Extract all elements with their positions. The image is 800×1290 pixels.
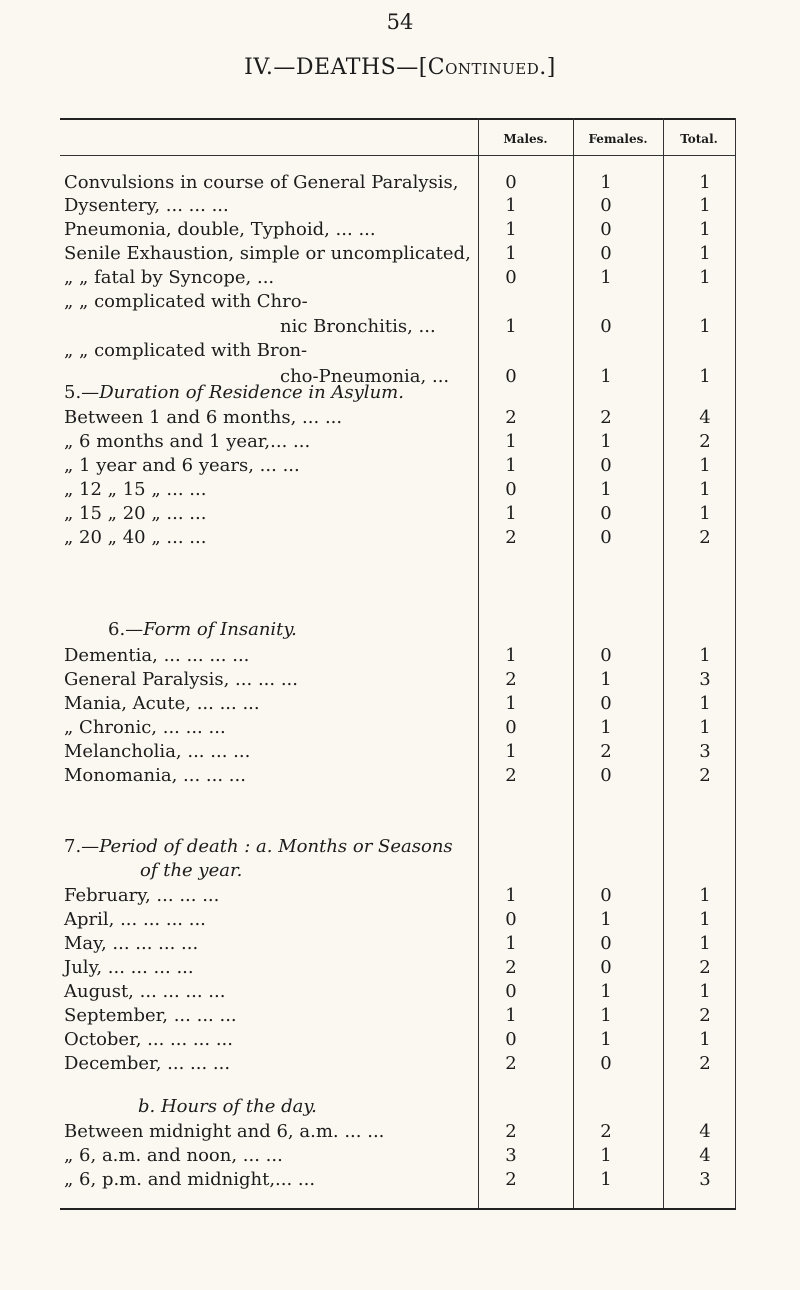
cell-females: 1	[600, 1145, 612, 1166]
row-label: February, ... ... ...	[64, 885, 220, 906]
page-number: 54	[386, 10, 414, 34]
cell-total: 1	[699, 172, 711, 193]
cell-males: 0	[505, 479, 517, 500]
cell-females: 1	[600, 366, 612, 387]
cell-females: 1	[600, 669, 612, 690]
cell-males: 2	[505, 1121, 517, 1142]
cell-total: 1	[699, 455, 711, 476]
cell-females: 0	[600, 243, 612, 264]
table-row	[0, 907, 800, 933]
cell-total: 3	[699, 669, 711, 690]
cell-total: 2	[699, 957, 711, 978]
row-label: September, ... ... ...	[64, 1005, 237, 1026]
table-row	[0, 525, 800, 551]
row-label: December, ... ... ...	[64, 1053, 231, 1074]
cell-males: 1	[505, 316, 517, 337]
table-row	[0, 955, 800, 981]
table-row	[0, 931, 800, 957]
cell-total: 2	[699, 431, 711, 452]
row-label: Between 1 and 6 months, ... ...	[64, 407, 343, 428]
table-row	[0, 883, 800, 909]
cell-females: 0	[600, 316, 612, 337]
row-label: „ „ complicated with Chro-	[64, 291, 308, 312]
cell-total: 2	[699, 765, 711, 786]
column-header-males: Males.	[503, 132, 548, 146]
column-header-females: Females.	[588, 132, 648, 146]
cell-females: 1	[600, 267, 612, 288]
cell-total: 3	[699, 1169, 711, 1190]
cell-males: 2	[505, 407, 517, 428]
cell-total: 1	[699, 885, 711, 906]
row-label: Senile Exhaustion, simple or uncomplicated,	[64, 243, 471, 264]
row-label: October, ... ... ... ...	[64, 1029, 233, 1050]
cell-females: 0	[600, 645, 612, 666]
cell-females: 0	[600, 885, 612, 906]
row-label: „ 6, p.m. and midnight,... ...	[64, 1169, 316, 1190]
cell-females: 1	[600, 172, 612, 193]
table-row	[0, 1143, 800, 1169]
cell-females: 1	[600, 717, 612, 738]
cell-females: 0	[600, 503, 612, 524]
table-row	[0, 453, 800, 479]
row-label: Melancholia, ... ... ...	[64, 741, 251, 762]
cell-total: 1	[699, 479, 711, 500]
cell-females: 2	[600, 1121, 612, 1142]
cell-males: 1	[505, 455, 517, 476]
cell-males: 1	[505, 933, 517, 954]
cell-females: 1	[600, 981, 612, 1002]
cell-females: 0	[600, 455, 612, 476]
table-row	[0, 1167, 800, 1193]
cell-total: 1	[699, 933, 711, 954]
cell-males: 0	[505, 267, 517, 288]
cell-total: 1	[699, 717, 711, 738]
row-label: May, ... ... ... ...	[64, 933, 199, 954]
section-5-title: 5.—Duration of Residence in Asylum.	[64, 382, 404, 403]
cell-males: 3	[505, 1145, 517, 1166]
row-label: „ „ fatal by Syncope, ...	[64, 267, 275, 288]
cell-total: 2	[699, 1053, 711, 1074]
row-label: Convulsions in course of General Paralysis,	[64, 172, 459, 193]
row-label: nic Bronchitis, ...	[280, 316, 436, 337]
cell-females: 0	[600, 933, 612, 954]
cell-females: 0	[600, 1053, 612, 1074]
row-label: Dysentery, ... ... ...	[64, 195, 229, 216]
table-row	[0, 405, 800, 431]
cell-males: 0	[505, 1029, 517, 1050]
table-row	[0, 979, 800, 1005]
row-label: cho-Pneumonia, ...	[280, 366, 450, 387]
table-row	[0, 763, 800, 789]
table-row	[0, 691, 800, 717]
cell-males: 0	[505, 981, 517, 1002]
table-row	[0, 193, 800, 219]
cell-males: 1	[505, 741, 517, 762]
cell-females: 1	[600, 431, 612, 452]
cell-females: 0	[600, 219, 612, 240]
table-row	[0, 265, 800, 291]
cell-males: 1	[505, 243, 517, 264]
cell-males: 1	[505, 885, 517, 906]
cell-total: 1	[699, 195, 711, 216]
row-label: Between midnight and 6, a.m. ... ...	[64, 1121, 385, 1142]
cell-males: 1	[505, 693, 517, 714]
cell-total: 1	[699, 693, 711, 714]
row-label: July, ... ... ... ...	[64, 957, 194, 978]
cell-females: 0	[600, 195, 612, 216]
row-label: Mania, Acute, ... ... ...	[64, 693, 260, 714]
cell-males: 0	[505, 717, 517, 738]
cell-males: 1	[505, 645, 517, 666]
table-row	[0, 289, 800, 315]
cell-total: 2	[699, 527, 711, 548]
table-row	[0, 643, 800, 669]
cell-females: 1	[600, 1005, 612, 1026]
cell-total: 4	[699, 1121, 711, 1142]
table-row	[0, 429, 800, 455]
cell-females: 1	[600, 909, 612, 930]
cell-total: 4	[699, 407, 711, 428]
cell-females: 0	[600, 765, 612, 786]
cell-females: 0	[600, 527, 612, 548]
cell-males: 0	[505, 172, 517, 193]
table-row	[0, 501, 800, 527]
cell-total: 3	[699, 741, 711, 762]
row-label: April, ... ... ... ...	[64, 909, 206, 930]
row-label: „ 15 „ 20 „ ... ...	[64, 503, 207, 524]
row-label: August, ... ... ... ...	[64, 981, 226, 1002]
cell-total: 1	[699, 1029, 711, 1050]
row-label: Pneumonia, double, Typhoid, ... ...	[64, 219, 376, 240]
cell-total: 2	[699, 1005, 711, 1026]
table-row	[0, 1027, 800, 1053]
table-row	[0, 477, 800, 503]
page-heading: IV.—DEATHS—[Continued.]	[244, 55, 556, 80]
table-row	[0, 715, 800, 741]
row-label: „ „ complicated with Bron-	[64, 340, 308, 361]
row-label: „ 6 months and 1 year,... ...	[64, 431, 311, 452]
cell-total: 4	[699, 1145, 711, 1166]
row-label: Monomania, ... ... ...	[64, 765, 246, 786]
cell-males: 1	[505, 219, 517, 240]
cell-females: 0	[600, 693, 612, 714]
cell-males: 2	[505, 527, 517, 548]
table-top-rule	[60, 118, 736, 120]
table-row	[0, 739, 800, 765]
section-6-title: 6.—Form of Insanity.	[108, 619, 297, 640]
row-label: Dementia, ... ... ... ...	[64, 645, 250, 666]
cell-females: 1	[600, 1169, 612, 1190]
cell-females: 2	[600, 741, 612, 762]
cell-total: 1	[699, 645, 711, 666]
cell-males: 0	[505, 909, 517, 930]
row-label: General Paralysis, ... ... ...	[64, 669, 298, 690]
cell-males: 1	[505, 503, 517, 524]
table-row	[0, 241, 800, 267]
table-row	[0, 1051, 800, 1077]
cell-total: 1	[699, 981, 711, 1002]
table-row	[0, 314, 800, 340]
cell-males: 1	[505, 431, 517, 452]
cell-total: 1	[699, 219, 711, 240]
cell-total: 1	[699, 503, 711, 524]
row-label: „ Chronic, ... ... ...	[64, 717, 226, 738]
cell-total: 1	[699, 366, 711, 387]
cell-total: 1	[699, 267, 711, 288]
cell-males: 2	[505, 957, 517, 978]
section-7b-title: b. Hours of the day.	[138, 1096, 317, 1117]
cell-total: 1	[699, 243, 711, 264]
cell-total: 1	[699, 909, 711, 930]
cell-total: 1	[699, 316, 711, 337]
cell-males: 0	[505, 366, 517, 387]
cell-females: 1	[600, 1029, 612, 1050]
cell-females: 1	[600, 479, 612, 500]
table-row	[0, 1003, 800, 1029]
cell-males: 2	[505, 765, 517, 786]
cell-females: 2	[600, 407, 612, 428]
cell-males: 2	[505, 1169, 517, 1190]
section-7-subtitle: of the year.	[140, 860, 243, 881]
row-label: „ 1 year and 6 years, ... ...	[64, 455, 300, 476]
cell-males: 2	[505, 669, 517, 690]
cell-females: 0	[600, 957, 612, 978]
table-header-rule	[60, 155, 736, 156]
table-row	[0, 667, 800, 693]
cell-males: 1	[505, 195, 517, 216]
table-row	[0, 338, 800, 364]
section-7-title: 7.—Period of death : a. Months or Seasons	[64, 836, 453, 857]
cell-males: 2	[505, 1053, 517, 1074]
cell-males: 1	[505, 1005, 517, 1026]
column-header-total: Total.	[680, 132, 718, 146]
row-label: „ 12 „ 15 „ ... ...	[64, 479, 207, 500]
table-row	[0, 217, 800, 243]
row-label: „ 20 „ 40 „ ... ...	[64, 527, 207, 548]
row-label: „ 6, a.m. and noon, ... ...	[64, 1145, 283, 1166]
table-row	[0, 1119, 800, 1145]
